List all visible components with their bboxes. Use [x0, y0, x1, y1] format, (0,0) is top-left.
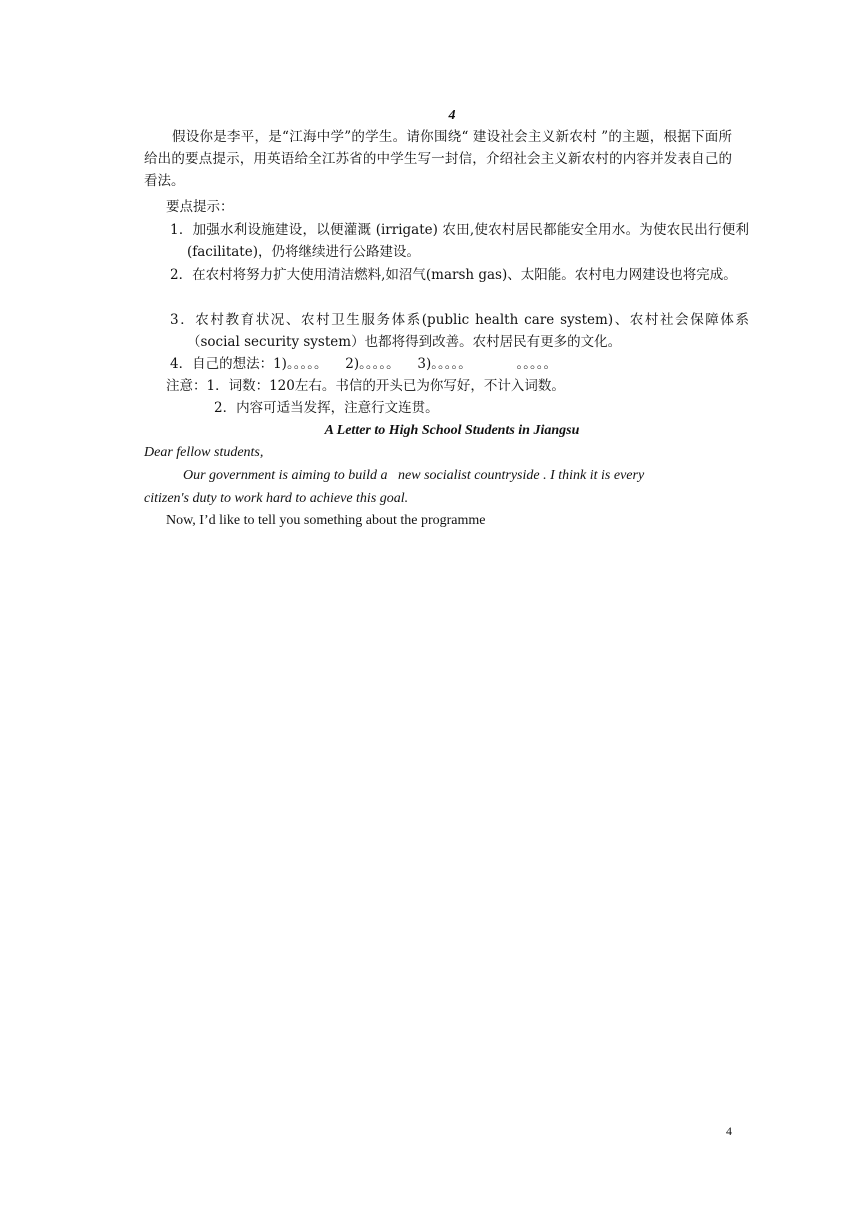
- point-item-1: 1．加强水利设施建设，以便灌溉 (irrigate) 农田,使农村居民都能安全用水。为使农民出行便利(facilitate)，仍将继续进行公路建设。: [170, 222, 749, 260]
- letter-body-line-2: citizen's duty to work hard to achieve this goal.: [144, 491, 409, 506]
- page-number: 4: [726, 1124, 732, 1138]
- letter-body-line-3: Now, I’d like to tell you something about the programme: [166, 513, 486, 528]
- point-item-3: 3．农村教育状况、农村卫生服务体系(public health care system)、农村社会保障体系（social security system）也都将得到改善。农村居民有更多的文化。: [170, 312, 749, 350]
- point-item-4: 4．自己的想法：1)。。。。。 2)。。。。。 3)。。。。。 。。。。。: [170, 356, 558, 372]
- letter-salutation: Dear fellow students,: [144, 445, 264, 460]
- question-prompt: 假设你是李平，是“江海中学”的学生。请你围绕“ 建设社会主义新农村 ”的主题，根据下面所给出的要点提示，用英语给全江苏省的中学生写一封信，介绍社会主义新农村的内容并发表自己的看法。: [144, 129, 732, 189]
- question-number: 4: [448, 108, 456, 123]
- points-label: 要点提示：: [166, 199, 234, 215]
- point-item-2: 2．在农村将努力扩大使用清洁燃料,如沼气(marsh gas)、太阳能。农村电力网建设也将完成。: [170, 267, 737, 283]
- letter-body-line-1: Our government is aiming to build a new socialist countryside . I think it is every: [183, 468, 645, 483]
- letter-title: A Letter to High School Students in Jiangsu: [324, 423, 580, 438]
- note-line-1: 注意：1．词数：120左右。书信的开头已为你写好，不计入词数。: [166, 378, 565, 394]
- note-line-2: 2．内容可适当发挥，注意行文连贯。: [214, 400, 439, 416]
